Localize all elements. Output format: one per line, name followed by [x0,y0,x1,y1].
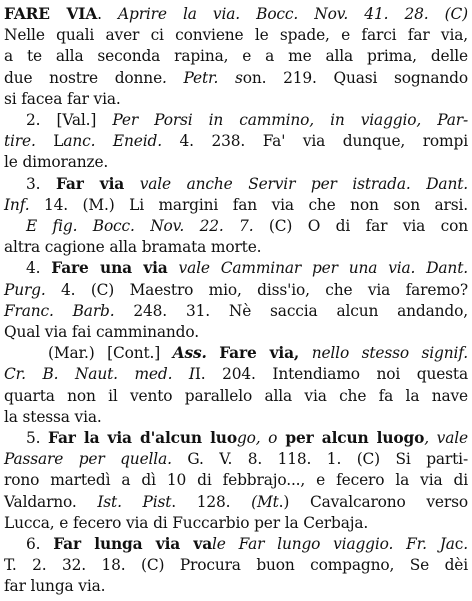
text-line: la stessa via. [4,407,102,426]
text-line: Franc. Barb. 248. 31. Nè saccia alcun andando, [4,301,468,320]
text-line: E fig. Bocc. Nov. 22. 7. (C) O di far via con [26,217,469,235]
text-line: Inf. 14. (M.) Li margini fan via che non son arsi. [4,195,468,214]
text-line: 3. Far via vale anche Servir per istrada. Dant. [26,174,468,193]
text-line: Passare per quella. G. V. 8. 118. 1. (C) Si parti- [4,450,468,469]
text-line: 5. Far la via d'alcun luogo, o per alcun luogo, vale [26,429,468,447]
text-line: tire. Lanc. Eneid. 4. 238. Fa' via dunque, rompi [4,132,468,151]
text-line: FARE VIA. Aprire la via. Bocc. Nov. 41. 28. (C) [4,5,468,23]
text-line: far lunga via. [4,577,106,596]
text-line: si facea far via. [4,89,121,108]
text-line: a te alla seconda rapina, e a me alla prima, delle [4,47,468,66]
text-line: Qual via fai camminando. [4,323,199,341]
text-line: due nostre donne. Petr. son. 219. Quasi sognando [4,68,468,87]
text-line: quarta non il vento parallelo alla via che fa la nave [4,386,468,405]
text-line: 2. [Val.] Per Porsi in cammino, in viaggio, Par- [26,111,468,129]
text-line: 4. Fare una via vale Camminar per una via. Dant. [26,259,468,278]
text-line: 6. Far lunga via vale Far lungo viaggio. Fr. Jac. [26,535,468,553]
text-line: rono martedì a dì 10 di febbrajo..., e fecero la via di [4,471,468,490]
text-line: Nelle quali aver ci conviene le spade, e farci far via, [4,26,468,45]
text-line: altra cagione alla bramata morte. [4,238,262,257]
text-line: (Mar.) [Cont.] Ass. Fare via, nello stesso signif. [48,344,468,363]
text-line: Lucca, e fecero via di Fuccarbio per la Cerbaja. [4,513,369,532]
text-line: T. 2. 32. 18. (C) Procura buon compagno, Se dèi [4,556,468,575]
text-line: le dimoranze. [4,153,109,172]
text-line: Cr. B. Naut. med. II. 204. Intendiamo noi questa [4,365,468,384]
text-line: Valdarno. Ist. Pist. 128. (Mt.) Cavalcarono verso [4,492,468,511]
text-line: Purg. 4. (C) Maestro mio, diss'io, che via faremo? [4,280,468,299]
dictionary-page [4,4,468,597]
